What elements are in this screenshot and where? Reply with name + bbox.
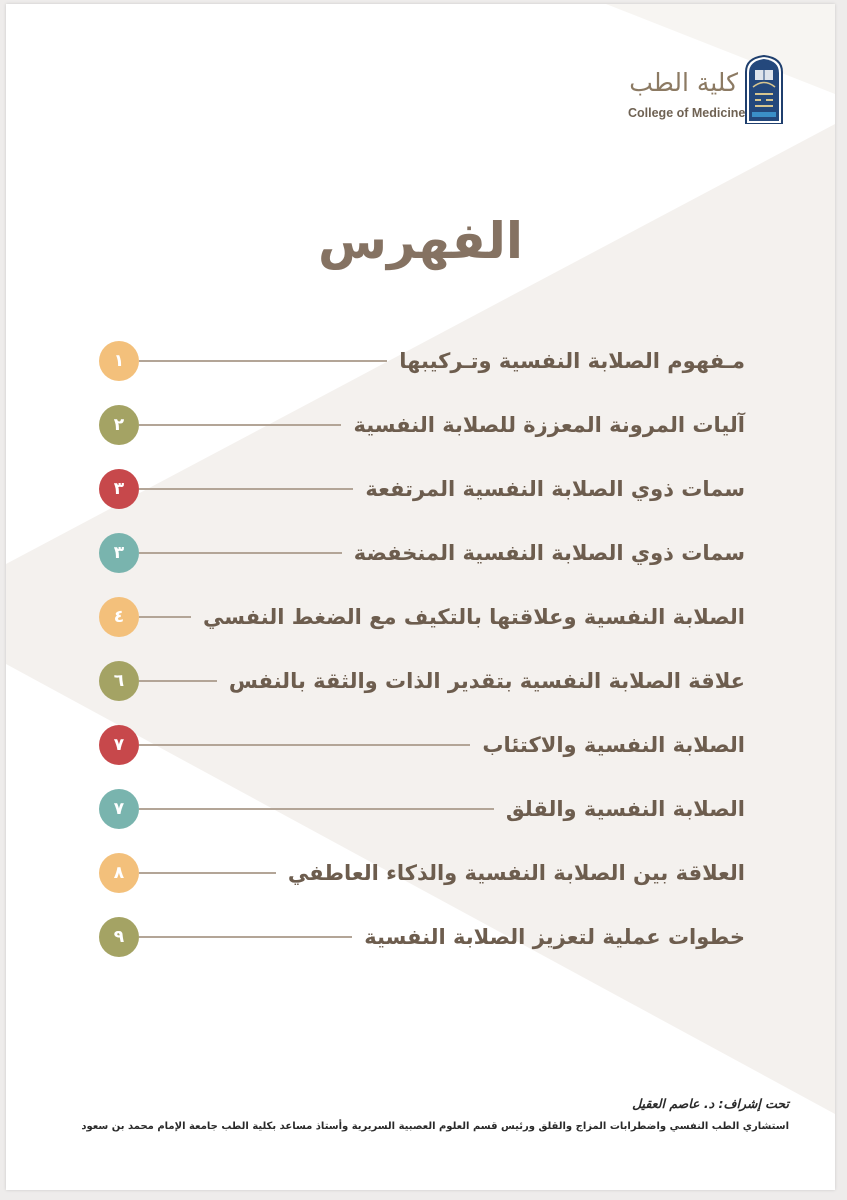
toc-entry[interactable]	[6, 469, 835, 509]
toc-entry[interactable]	[6, 597, 835, 637]
toc-entry-label: خطوات عملية لتعزيز الصلابة النفسية	[364, 925, 745, 949]
page-number-badge: ٧	[99, 789, 139, 829]
page-number-badge: ٤	[99, 597, 139, 637]
page-number-badge: ٧	[99, 725, 139, 765]
toc-entry-label: العلاقة بين الصلابة النفسية والذكاء العاطفي	[287, 861, 745, 885]
college-name-arabic: كلية الطب	[629, 68, 738, 97]
toc-entry[interactable]	[6, 661, 835, 701]
toc-entry[interactable]	[6, 917, 835, 957]
leader-line	[139, 808, 494, 810]
leader-line	[139, 744, 470, 746]
toc-entry-label: الصلابة النفسية والاكتئاب	[482, 733, 745, 757]
toc-entry[interactable]	[6, 341, 835, 381]
toc-entry-label: سمات ذوي الصلابة النفسية المرتفعة	[365, 477, 745, 501]
toc-entry[interactable]	[6, 725, 835, 765]
leader-line	[139, 936, 352, 938]
leader-line	[139, 616, 191, 618]
toc-entry[interactable]	[6, 533, 835, 573]
college-name-english: College of Medicine	[628, 106, 746, 120]
toc-entry-label: الصلابة النفسية والقلق	[505, 797, 745, 821]
toc-entry-label: آليات المرونة المعززة للصلابة النفسية	[353, 413, 745, 437]
toc-entry-label: الصلابة النفسية وعلاقتها بالتكيف مع الضغط النفسي	[203, 605, 745, 629]
leader-line	[139, 680, 217, 682]
page-number-badge: ٨	[99, 853, 139, 893]
page-number-badge: ١	[99, 341, 139, 381]
toc-entry[interactable]	[6, 853, 835, 893]
leader-line	[139, 552, 342, 554]
toc-entry-label: علاقة الصلابة النفسية بتقدير الذات والثقة بالنفس	[228, 669, 745, 693]
page-number-badge: ٣	[99, 533, 139, 573]
page-number-badge: ٦	[99, 661, 139, 701]
page-title: الفهرس	[317, 212, 523, 270]
toc-entry-label: سمات ذوي الصلابة النفسية المنخفضة	[353, 541, 745, 565]
page-number-badge: ٩	[99, 917, 139, 957]
table-of-contents	[6, 4, 835, 1190]
supervisor-line: تحت إشراف: د. عاصم العقيل	[632, 1096, 789, 1111]
toc-entry[interactable]	[6, 789, 835, 829]
supervisor-credentials: استشاري الطب النفسي واضطرابات المزاج والقلق ورئيس قسم العلوم العصبية السريرية وأستاذ مساعد بكلية الطب جامعة الإمام محمد بن سعود	[81, 1121, 789, 1132]
document-page	[6, 4, 835, 1190]
footer	[69, 1096, 789, 1132]
page-number-badge: ٣	[99, 469, 139, 509]
leader-line	[139, 360, 387, 362]
toc-entry-label: مـفهوم الصلابة النفسية وتـركيبها	[399, 349, 745, 373]
leader-line	[139, 424, 341, 426]
leader-line	[139, 872, 276, 874]
page-number-badge: ٢	[99, 405, 139, 445]
toc-entry[interactable]	[6, 405, 835, 445]
leader-line	[139, 488, 353, 490]
